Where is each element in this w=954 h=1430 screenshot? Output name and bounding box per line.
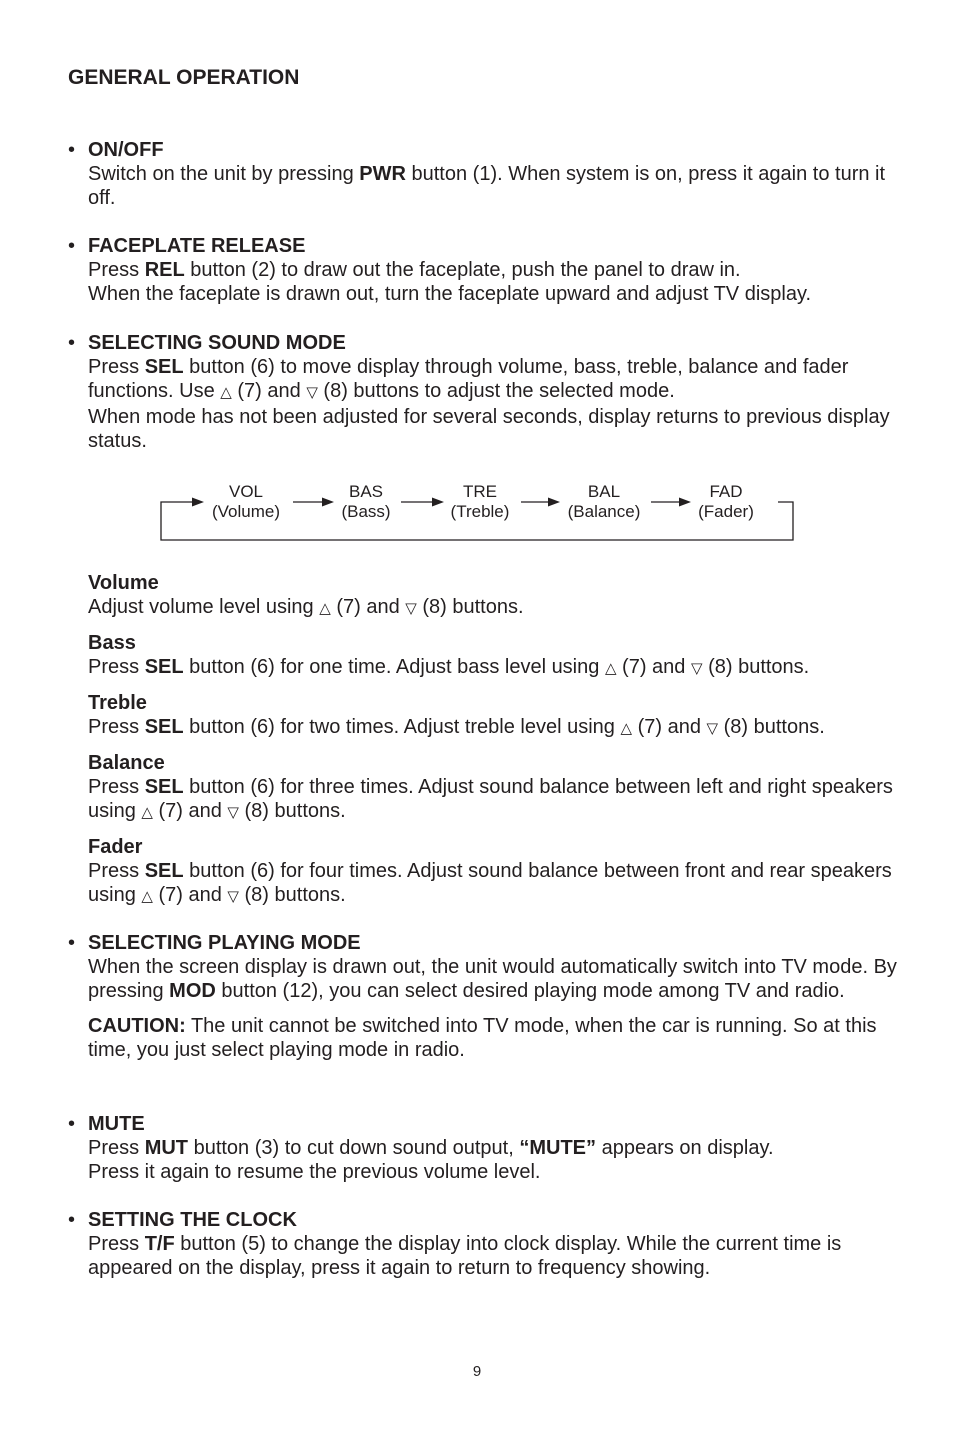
section-text-2: When the faceplate is drawn out, turn the faceplate upward and adjust TV display. bbox=[88, 283, 812, 305]
subsection-text: Press SEL button (6) for two times. Adjust treble level using △ (7) and ▽ (8) buttons. bbox=[88, 716, 825, 738]
subsection-heading: Treble bbox=[88, 692, 147, 714]
section-heading: FACEPLATE RELEASE bbox=[88, 235, 306, 257]
up-triangle-icon: △ bbox=[620, 720, 633, 737]
subsection-heading: Balance bbox=[88, 752, 165, 774]
subsection-bass bbox=[88, 631, 898, 681]
subsection-heading: Bass bbox=[88, 632, 136, 654]
bullet: • bbox=[68, 235, 76, 257]
subsection-fader bbox=[88, 835, 898, 909]
section-text: Press MUT button (3) to cut down sound output, “MUTE” appears on display. bbox=[88, 1137, 774, 1159]
section-heading: SETTING THE CLOCK bbox=[88, 1209, 297, 1231]
flow-item-tre: TRE (Treble) bbox=[450, 482, 510, 521]
bullet: • bbox=[68, 139, 76, 161]
section-text-2: Press it again to resume the previous volume level. bbox=[88, 1161, 541, 1183]
section-text-2: When mode has not been adjusted for several seconds, display returns to previous display status. bbox=[88, 406, 890, 452]
sound-mode-flow-diagram bbox=[160, 478, 800, 544]
bullet: • bbox=[68, 932, 76, 954]
flow-item-vol: VOL (Volume) bbox=[211, 482, 281, 521]
section-text: When the screen display is drawn out, the unit would automatically switch into TV mode. By pressing MOD button (12), you can select desired playing mode among TV and radio. bbox=[88, 956, 897, 1002]
subsection-heading: Fader bbox=[88, 836, 143, 858]
section-heading: SELECTING SOUND MODE bbox=[88, 332, 346, 354]
section-text: Press T/F button (5) to change the display into clock display. While the current time is appeared on the display, press it again to return to frequency showing. bbox=[88, 1233, 842, 1279]
section-sound-mode bbox=[68, 331, 898, 453]
section-text: Switch on the unit by pressing PWR button (1). When system is on, press it again to turn it off. bbox=[88, 163, 886, 209]
bullet: • bbox=[68, 332, 76, 354]
flow-item-bas: BAS (Bass) bbox=[341, 482, 391, 521]
subsection-text: Adjust volume level using △ (7) and ▽ (8) buttons. bbox=[88, 596, 524, 618]
section-mute bbox=[68, 1112, 898, 1184]
subsection-heading: Volume bbox=[88, 572, 159, 594]
section-faceplate-release bbox=[68, 234, 898, 306]
subsection-treble bbox=[88, 691, 898, 741]
down-triangle-icon: ▽ bbox=[227, 804, 239, 821]
down-triangle-icon: ▽ bbox=[405, 600, 417, 617]
bullet: • bbox=[68, 1209, 76, 1231]
subsection-balance bbox=[88, 751, 898, 825]
section-text: Press REL button (2) to draw out the faceplate, push the panel to draw in. bbox=[88, 259, 741, 281]
section-heading: MUTE bbox=[88, 1113, 145, 1135]
down-triangle-icon: ▽ bbox=[690, 660, 703, 677]
down-triangle-icon: ▽ bbox=[227, 888, 239, 905]
page-title: GENERAL OPERATION bbox=[68, 66, 300, 89]
caution-label: CAUTION: bbox=[88, 1015, 186, 1037]
section-setting-clock bbox=[68, 1208, 898, 1280]
subsection-text: Press SEL button (6) for three times. Adjust sound balance between left and right speakers using △ (7) and ▽ (8) buttons. bbox=[88, 776, 893, 822]
subsection-volume bbox=[88, 571, 898, 621]
section-heading: ON/OFF bbox=[88, 139, 164, 161]
up-triangle-icon: △ bbox=[220, 384, 232, 401]
flow-item-bal: BAL (Balance) bbox=[567, 482, 641, 521]
down-triangle-icon: ▽ bbox=[306, 384, 318, 401]
up-triangle-icon: △ bbox=[604, 660, 617, 677]
section-heading: SELECTING PLAYING MODE bbox=[88, 932, 361, 954]
section-on-off bbox=[68, 138, 898, 210]
up-triangle-icon: △ bbox=[141, 804, 153, 821]
page-number: 9 bbox=[472, 1363, 482, 1380]
caution-note: CAUTION: The unit cannot be switched into TV mode, when the car is running. So at this time, you just select playing mode in radio. bbox=[88, 1015, 877, 1061]
up-triangle-icon: △ bbox=[319, 600, 331, 617]
subsection-text: Press SEL button (6) for four times. Adjust sound balance between front and rear speakers using △ (7) and ▽ (8) buttons. bbox=[88, 860, 892, 906]
down-triangle-icon: ▽ bbox=[706, 720, 719, 737]
bullet: • bbox=[68, 1113, 76, 1135]
section-playing-mode bbox=[68, 931, 898, 1062]
flow-item-fad: FAD (Fader) bbox=[698, 482, 754, 521]
up-triangle-icon: △ bbox=[141, 888, 153, 905]
section-text: Press SEL button (6) to move display through volume, bass, treble, balance and fader functions. Use △ (7) and ▽ (8) buttons to adjust the selected mode. bbox=[88, 356, 849, 402]
subsection-text: Press SEL button (6) for one time. Adjust bass level using △ (7) and ▽ (8) buttons. bbox=[88, 656, 810, 678]
